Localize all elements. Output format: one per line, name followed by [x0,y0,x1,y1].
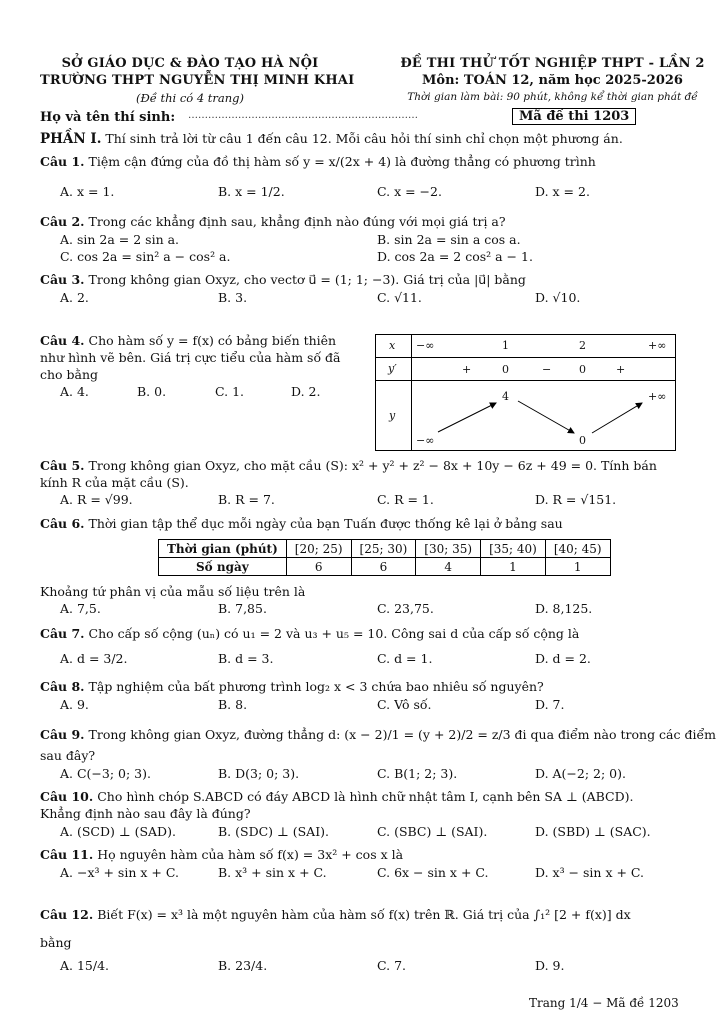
question-5 [40,458,657,473]
q7-label: Câu 7. [40,626,85,641]
q8-text: Tập nghiệm của bất phương trình log₂ x < 3 chứa bao nhiêu số nguyên? [88,679,544,694]
vt-x-pos-inf: +∞ [648,339,667,352]
school-name: TRƯỜNG THPT NGUYỄN THỊ MINH KHAI [40,73,355,88]
freq-count-4: 1 [481,558,546,576]
q4-option-c[interactable]: C. 1. [215,384,244,399]
q5-option-d[interactable]: D. R = √151. [535,492,617,507]
vt-y-neg-inf: −∞ [416,434,435,447]
time-note: Thời gian làm bài: 90 phút, không kể thời gian phát đề [407,91,698,103]
q7-text: Cho cấp số cộng (uₙ) có u₁ = 2 và u₃ + u₅ = 10. Công sai d của cấp số cộng là [88,626,580,641]
variation-table [375,334,676,451]
q7-option-a[interactable]: A. d = 3/2. [60,651,128,666]
q11-label: Câu 11. [40,847,94,862]
freq-header-row [159,540,611,558]
freq-interval-1: [20; 25) [286,540,351,558]
q6-option-c[interactable]: C. 23,75. [377,601,434,616]
q8-label: Câu 8. [40,679,85,694]
q11-option-a[interactable]: A. −x³ + sin x + C. [60,865,179,880]
q5-option-a[interactable]: A. R = √99. [60,492,133,507]
exam-code-box: Mã đề thi 1203 [512,108,636,125]
q7-option-c[interactable]: C. d = 1. [377,651,433,666]
vt-arrow-up-1 [438,403,496,432]
q10-line2: Khẳng định nào sau đây là đúng? [40,806,251,821]
vt-arrow-up-2 [592,403,642,433]
q9-option-d[interactable]: D. A(−2; 2; 0). [535,766,626,781]
freq-header-label: Thời gian (phút) [159,540,287,558]
q10-line1: Cho hình chóp S.ABCD có đáy ABCD là hình chữ nhật tâm I, cạnh bên SA ⊥ (ABCD). [97,789,634,804]
q11-option-d[interactable]: D. x³ − sin x + C. [535,865,645,880]
q12-label: Câu 12. [40,907,94,922]
vt-yp-zero-1: 0 [502,363,509,376]
q5-label: Câu 5. [40,458,85,473]
q3-label: Câu 3. [40,272,85,287]
q2-option-b[interactable]: B. sin 2a = sin a cos a. [377,232,521,247]
part1-instruction: Thí sinh trả lời từ câu 1 đến câu 12. Mỗi câu hỏi thí sinh chỉ chọn một phương án. [105,131,623,146]
vt-yp-label: y′ [388,362,397,375]
q10-option-a[interactable]: A. (SCD) ⊥ (SAD). [60,824,176,839]
q9-line1: Trong không gian Oxyz, đường thẳng d: (x − 2)/1 = (y + 2)/2 = z/3 đi qua điểm nào trong các điểm [88,727,717,742]
q4-line1: Cho hàm số y = f(x) có bảng biến thiên [88,333,337,348]
vt-yp-minus: − [542,363,552,376]
candidate-name-dots: …………………………………………………………… [188,110,418,121]
q9-label: Câu 9. [40,727,85,742]
question-7 [40,626,579,641]
q10-label: Câu 10. [40,789,94,804]
question-9 [40,727,716,742]
q4-line3: cho bằng [40,367,99,382]
candidate-name-label: Họ và tên thí sinh: [40,110,176,125]
vt-y-max: 4 [502,390,509,403]
q4-line2: như hình vẽ bên. Giá trị cực tiểu của hàm số đã [40,350,341,365]
q6-option-a[interactable]: A. 7,5. [60,601,101,616]
vt-x-2: 2 [579,339,586,352]
vt-x-1: 1 [502,339,509,352]
q4-option-b[interactable]: B. 0. [137,384,167,399]
q3-option-a[interactable]: A. 2. [60,290,89,305]
exam-title: ĐỀ THI THỬ TỐT NGHIỆP THPT - LẦN 2 [400,56,705,71]
q9-option-c[interactable]: C. B(1; 2; 3). [377,766,458,781]
q5-option-c[interactable]: C. R = 1. [377,492,434,507]
q1-option-b[interactable]: B. x = 1/2. [218,184,285,199]
q10-option-b[interactable]: B. (SDC) ⊥ (SAI). [218,824,329,839]
question-6 [40,516,563,531]
q1-text: Tiệm cận đứng của đồ thị hàm số y = x/(2x + 4) là đường thẳng có phương trình [88,154,596,169]
freq-interval-4: [35; 40) [481,540,546,558]
q6-after-text: Khoảng tứ phân vị của mẫu số liệu trên là [40,584,306,599]
question-8 [40,679,544,694]
q1-label: Câu 1. [40,154,85,169]
q12-option-c[interactable]: C. 7. [377,958,406,973]
q7-option-b[interactable]: B. d = 3. [218,651,274,666]
freq-count-1: 6 [286,558,351,576]
q6-option-d[interactable]: D. 8,125. [535,601,593,616]
q7-option-d[interactable]: D. d = 2. [535,651,591,666]
question-4 [40,333,336,348]
q2-text: Trong các khẳng định sau, khẳng định nào đúng với mọi giá trị a? [88,214,506,229]
question-2 [40,214,506,229]
q4-option-a[interactable]: A. 4. [60,384,89,399]
vt-y-label: y [389,409,396,422]
q11-option-b[interactable]: B. x³ + sin x + C. [218,865,327,880]
q8-option-c[interactable]: C. Vô số. [377,697,432,712]
q8-option-b[interactable]: B. 8. [218,697,248,712]
frequency-table [158,539,611,576]
q3-text: Trong không gian Oxyz, cho vectơ u⃗ = (1; 1; −3). Giá trị của |u⃗| bằng [88,272,526,287]
q4-label: Câu 4. [40,333,85,348]
q12-line2: bằng [40,935,72,950]
question-11 [40,847,403,862]
freq-interval-5: [40; 45) [545,540,610,558]
q12-option-a[interactable]: A. 15/4. [60,958,110,973]
q10-option-d[interactable]: D. (SBD) ⊥ (SAC). [535,824,651,839]
freq-interval-2: [25; 30) [351,540,416,558]
q9-option-a[interactable]: A. C(−3; 0; 3). [60,766,151,781]
freq-interval-3: [30; 35) [416,540,481,558]
freq-count-3: 4 [416,558,481,576]
q12-option-d[interactable]: D. 9. [535,958,565,973]
q12-line1: Biết F(x) = x³ là một nguyên hàm của hàm số f(x) trên ℝ. Giá trị của ∫₁² [2 + f(x)] dx [97,907,631,922]
freq-count-5: 1 [545,558,610,576]
question-12 [40,907,631,922]
vt-x-label: x [389,339,396,352]
q1-option-a[interactable]: A. x = 1. [60,184,115,199]
pages-note: (Đề thi có 4 trang) [135,91,245,105]
subject-line: Môn: TOÁN 12, năm học 2025-2026 [422,73,683,88]
q4-option-d[interactable]: D. 2. [291,384,321,399]
q5-line1: Trong không gian Oxyz, cho mặt cầu (S): x² + y² + z² − 8x + 10y − 6z + 49 = 0. Tính bán [88,458,657,473]
q5-option-b[interactable]: B. R = 7. [218,492,275,507]
part1-heading [40,131,623,147]
vt-y-pos-inf: +∞ [648,390,667,403]
vt-y-min: 0 [579,434,586,447]
vt-yp-plus-2: + [616,363,626,376]
q6-text: Thời gian tập thể dục mỗi ngày của bạn Tuấn được thống kê lại ở bảng sau [88,516,563,531]
q5-line2: kính R của mặt cầu (S). [40,475,189,490]
q1-option-d[interactable]: D. x = 2. [535,184,590,199]
part1-title: PHẦN I. [40,131,102,147]
question-1 [40,154,596,169]
vt-yp-plus-1: + [462,363,472,376]
q3-option-d[interactable]: D. √10. [535,290,581,305]
q9-option-b[interactable]: B. D(3; 0; 3). [218,766,300,781]
vt-arrow-down [518,401,574,433]
q3-option-c[interactable]: C. √11. [377,290,422,305]
q6-label: Câu 6. [40,516,85,531]
vt-arrows [376,335,677,452]
q1-option-c[interactable]: C. x = −2. [377,184,442,199]
q2-label: Câu 2. [40,214,85,229]
q11-text: Họ nguyên hàm của hàm số f(x) = 3x² + cos x là [97,847,404,862]
question-3 [40,272,526,287]
q8-option-d[interactable]: D. 7. [535,697,565,712]
question-10 [40,789,633,804]
freq-row-label: Số ngày [159,558,287,576]
dept-name: SỞ GIÁO DỤC & ĐÀO TẠO HÀ NỘI [61,56,319,71]
vt-x-neg-inf: −∞ [416,339,435,352]
q2-option-a[interactable]: A. sin 2a = 2 sin a. [60,232,180,247]
q6-option-b[interactable]: B. 7,85. [218,601,267,616]
page-footer: Trang 1/4 − Mã đề 1203 [529,996,679,1010]
q11-option-c[interactable]: C. 6x − sin x + C. [377,865,489,880]
q3-option-b[interactable]: B. 3. [218,290,248,305]
q12-option-b[interactable]: B. 23/4. [218,958,268,973]
freq-count-row [159,558,611,576]
q9-line2: sau đây? [40,748,96,763]
q2-option-d[interactable]: D. cos 2a = 2 cos² a − 1. [377,249,533,264]
q2-option-c[interactable]: C. cos 2a = sin² a − cos² a. [60,249,231,264]
q10-option-c[interactable]: C. (SBC) ⊥ (SAI). [377,824,488,839]
q8-option-a[interactable]: A. 9. [60,697,89,712]
freq-count-2: 6 [351,558,416,576]
vt-yp-zero-2: 0 [579,363,586,376]
